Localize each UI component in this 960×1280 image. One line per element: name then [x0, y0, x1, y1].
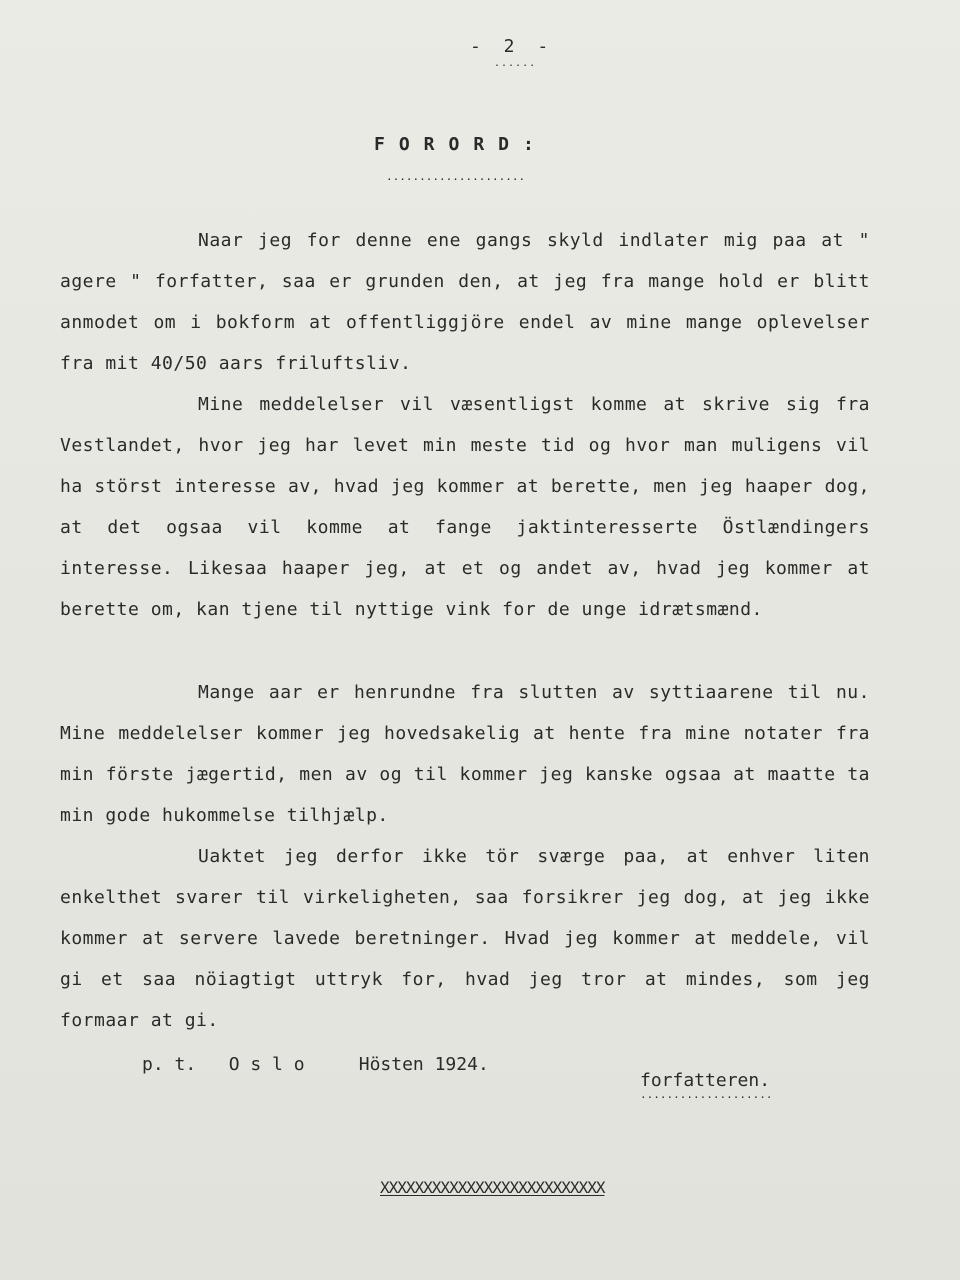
page-number-underline: ......	[494, 58, 537, 69]
paragraph-2: Mine meddelelser vil væsentligst komme at skrive sig fra Vestlandet, hvor jeg har levet min meste tid og hvor man muligens vil ha störst interesse av, hvad jeg kommer at berette, men jeg haaper dog, at det ogsaa vil komme at fange jaktinteresserte Östlændingers interesse. Likesaa haaper jeg, at et og andet av, hvad jeg kommer at berette om, kan tjene til nyttige vink for de unge idrætsmænd.	[60, 394, 870, 620]
signature-place-date: p. t. O s l o Hösten 1924.	[142, 1054, 489, 1075]
page-title: FORORD:	[374, 134, 548, 155]
end-separator-line: XXXXXXXXXXXXXXXXXXXXXXXXXX	[380, 1178, 605, 1197]
paragraph-4: Uaktet jeg derfor ikke tör sværge paa, at enhver liten enkelthet svarer til virkeligheten, saa forsikrer jeg dog, at jeg ikke kommer at servere lavede beretninger. Hvad jeg kommer at meddele, vil gi et saa nöiagtigt uttryk for, hvad jeg tror at mindes, som jeg formaar at gi.	[60, 846, 870, 1031]
title-underline: .....................	[386, 170, 526, 183]
paragraph-3: Mange aar er henrundne fra slutten av syttiaarene til nu. Mine meddelelser kommer jeg hovedsakelig at hente fra mine notater fra min förste jægertid, men av og til kommer jeg kanske ogsaa at maatte ta min gode hukommelse tilhjælp.	[60, 682, 870, 826]
signature-author: forfatteren.	[640, 1070, 771, 1091]
paragraph-1: Naar jeg for denne ene gangs skyld indlater mig paa at " agere " forfatter, saa er grunden den, at jeg fra mange hold er blitt anmodet om i bokform at offentliggjöre endel av mine mange oplevelser fra mit 40/50 aars friluftsliv.	[60, 230, 870, 374]
signature-underline: ....................	[640, 1088, 773, 1101]
page-number: - 2 -	[470, 36, 555, 57]
